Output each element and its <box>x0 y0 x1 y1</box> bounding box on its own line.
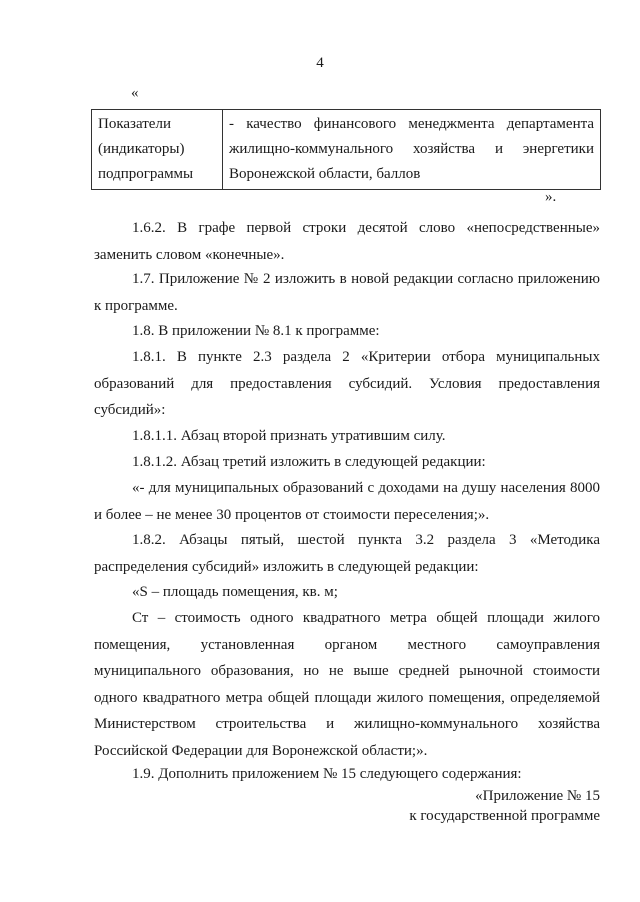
paragraph-1-7: 1.7. Приложение № 2 изложить в новой редакции согласно приложению к программе. <box>94 271 600 314</box>
paragraph-1-8-2: 1.8.2. Абзацы пятый, шестой пункта 3.2 раздела 3 «Методика распределения субсидий» изложить в следующей редакции: <box>94 532 600 575</box>
paragraph-quote-income: «- для муниципальных образований с доходами на душу населения 8000 и более – не менее 30 процентов от стоимости переселения;». <box>94 480 600 523</box>
appendix-header <box>380 786 600 826</box>
paragraph-1-8-1-2: 1.8.1.2. Абзац третий изложить в следующей редакции: <box>132 454 486 470</box>
paragraph-1-9: 1.9. Дополнить приложением № 15 следующего содержания: <box>132 766 522 782</box>
paragraph-1-8-1: 1.8.1. В пункте 2.3 раздела 2 «Критерии отбора муниципальных образований для предоставления субсидий. Условия предоставления субсидий»: <box>94 349 600 418</box>
indicators-table <box>91 109 601 190</box>
value-line: жилищно-коммунального хозяйства и энергетики <box>229 141 594 157</box>
page-number: 4 <box>316 55 324 71</box>
paragraph-1-8-1-1: 1.8.1.1. Абзац второй признать утратившим силу. <box>132 428 446 444</box>
label-line: Показатели <box>98 116 171 132</box>
value-line: - качество финансового менеджмента департамента <box>229 116 594 132</box>
opening-quote-mark: « <box>131 85 139 101</box>
label-line: (индикаторы) <box>98 141 185 157</box>
appendix-header-line: к государственной программе <box>409 808 600 824</box>
indicators-label-cell <box>92 110 223 190</box>
indicators-value-cell <box>223 110 601 190</box>
label-line: подпрограммы <box>98 166 194 182</box>
paragraph-cost-definition: Ст – стоимость одного квадратного метра общей площади жилого помещения, установленная органом местного самоуправления муниципального образования, но не выше средней рыночной стоимости одного квадратного метра общей площади жилого помещения, определяемой Министерством строительства и жилищно-коммунального хозяйства Российской Федерации для Воронежской области;». <box>94 610 600 759</box>
value-line: Воронежской области, баллов <box>229 166 421 182</box>
paragraph-1-6-2: 1.6.2. В графе первой строки десятой слово «непосредственные» заменить словом «конечные». <box>94 220 600 263</box>
appendix-header-line: «Приложение № 15 <box>475 788 600 804</box>
paragraph-1-8: 1.8. В приложении № 8.1 к программе: <box>132 323 380 339</box>
closing-quote-mark: ». <box>545 189 557 205</box>
paragraph-area-definition: «S – площадь помещения, кв. м; <box>132 584 338 600</box>
table-row <box>92 110 601 190</box>
